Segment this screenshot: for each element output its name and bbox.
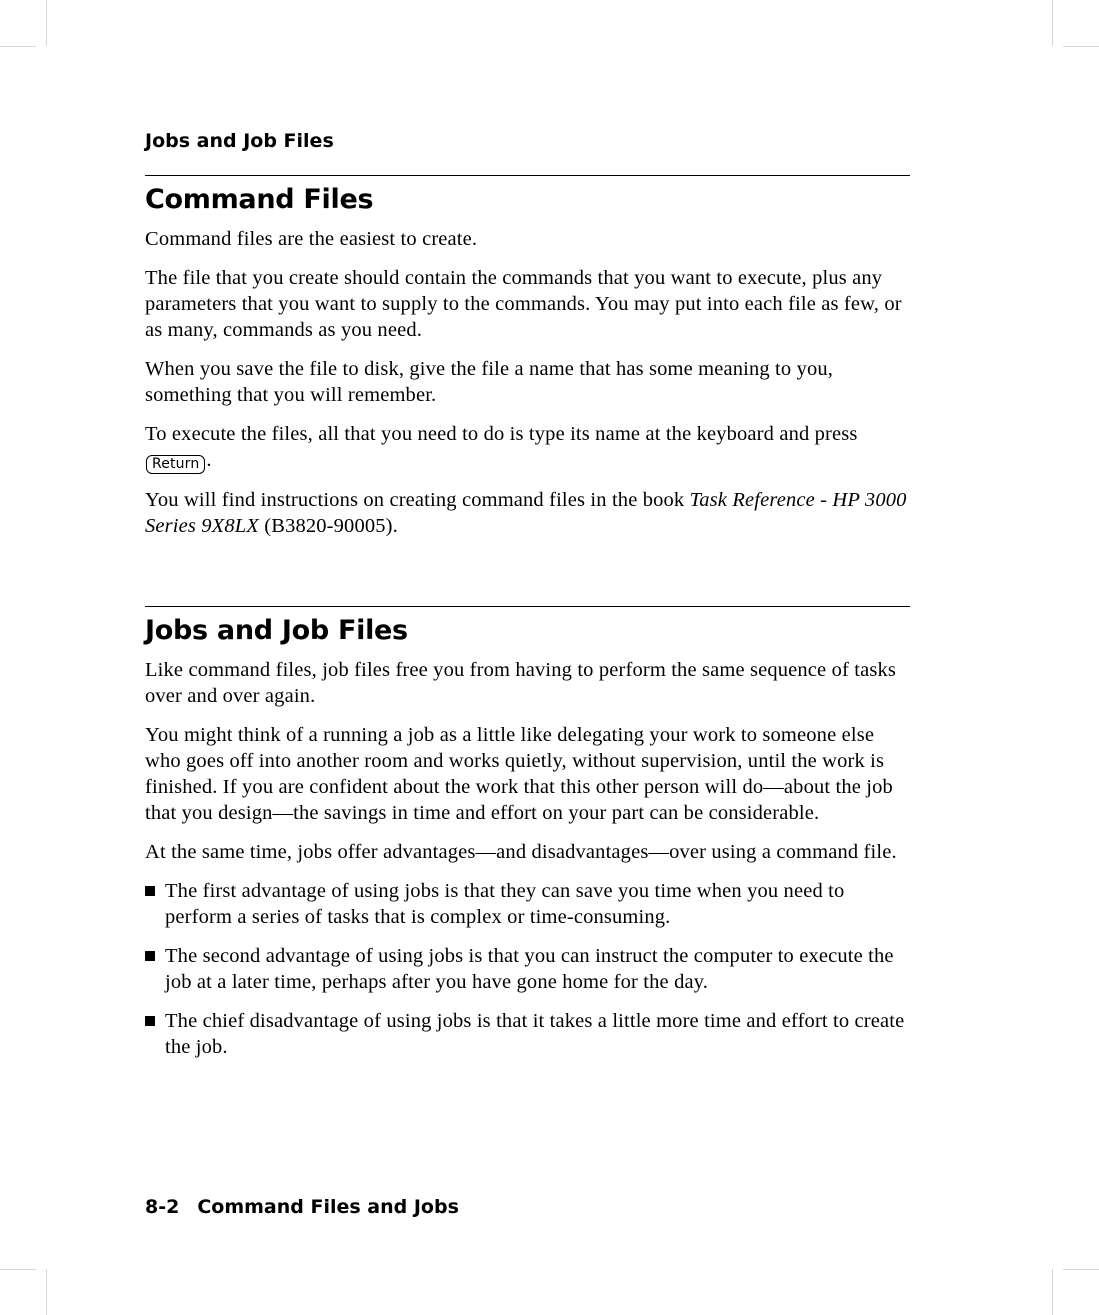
section-jobs-and-job-files xyxy=(145,615,910,1060)
book-title: Task Reference - HP 3000 Series 9X8LX xyxy=(145,489,907,537)
paragraph-text: (B3820-90005). xyxy=(264,515,398,537)
section-rule xyxy=(145,606,910,607)
advantages-list xyxy=(145,878,910,1060)
crop-mark xyxy=(46,0,47,46)
section-rule xyxy=(145,175,910,176)
page-number: 8-2 xyxy=(145,1196,180,1218)
paragraph xyxy=(145,487,910,539)
paragraph: The file that you create should contain the commands that you want to execute, plus any parameters that you want to supply to the commands. You may put into each file as few, or as many, commands as you need. xyxy=(145,267,902,341)
paragraph-text: To execute the files, all that you need to do is type its name at the keyboard and press xyxy=(145,423,858,445)
list-item xyxy=(145,1008,910,1060)
crop-mark xyxy=(1052,0,1053,46)
bullet-square-icon xyxy=(145,951,155,961)
crop-mark xyxy=(1063,46,1099,47)
section-title: Jobs and Job Files xyxy=(145,615,408,646)
paragraph xyxy=(145,421,910,474)
paragraph: Like command files, job files free you from having to perform the same sequence of tasks over and over again. xyxy=(145,659,896,707)
paragraph: When you save the file to disk, give the file a name that has some meaning to you, something that you will remember. xyxy=(145,358,834,406)
crop-mark xyxy=(1052,1269,1053,1315)
bullet-square-icon xyxy=(145,1016,155,1026)
crop-mark xyxy=(0,46,36,47)
bullet-square-icon xyxy=(145,886,155,896)
crop-mark xyxy=(46,1269,47,1315)
section-command-files xyxy=(145,184,910,539)
paragraph: Command files are the easiest to create. xyxy=(145,228,478,250)
section-title: Command Files xyxy=(145,184,374,215)
list-item-text: The second advantage of using jobs is that you can instruct the computer to execute the job at a later time, perhaps after you have gone home for the day. xyxy=(165,945,894,993)
paragraph: You might think of a running a job as a little like delegating your work to someone else who goes off into another room and works quietly, without supervision, until the work is finished. If you are confident about the work that this other person will do—about the job that you design—the savings in time and effort on your part can be considerable. xyxy=(145,724,893,824)
page-footer xyxy=(145,1194,459,1220)
paragraph: At the same time, jobs offer advantages—and disadvantages—over using a command file. xyxy=(145,841,897,863)
paragraph-text: . xyxy=(206,449,212,471)
chapter-title: Command Files and Jobs xyxy=(197,1196,459,1218)
list-item xyxy=(145,943,910,995)
page-content xyxy=(145,128,910,1073)
return-key-label: Return xyxy=(146,455,205,474)
crop-mark xyxy=(0,1269,36,1270)
list-item-text: The first advantage of using jobs is that they can save you time when you need to perform a series of tasks that is complex or time-consuming. xyxy=(165,880,845,928)
crop-mark xyxy=(1063,1269,1099,1270)
list-item xyxy=(145,878,910,930)
running-head: Jobs and Job Files xyxy=(145,130,334,152)
list-item-text: The chief disadvantage of using jobs is that it takes a little more time and effort to create the job. xyxy=(165,1010,905,1058)
paragraph-text: You will find instructions on creating command files in the book xyxy=(145,489,685,511)
